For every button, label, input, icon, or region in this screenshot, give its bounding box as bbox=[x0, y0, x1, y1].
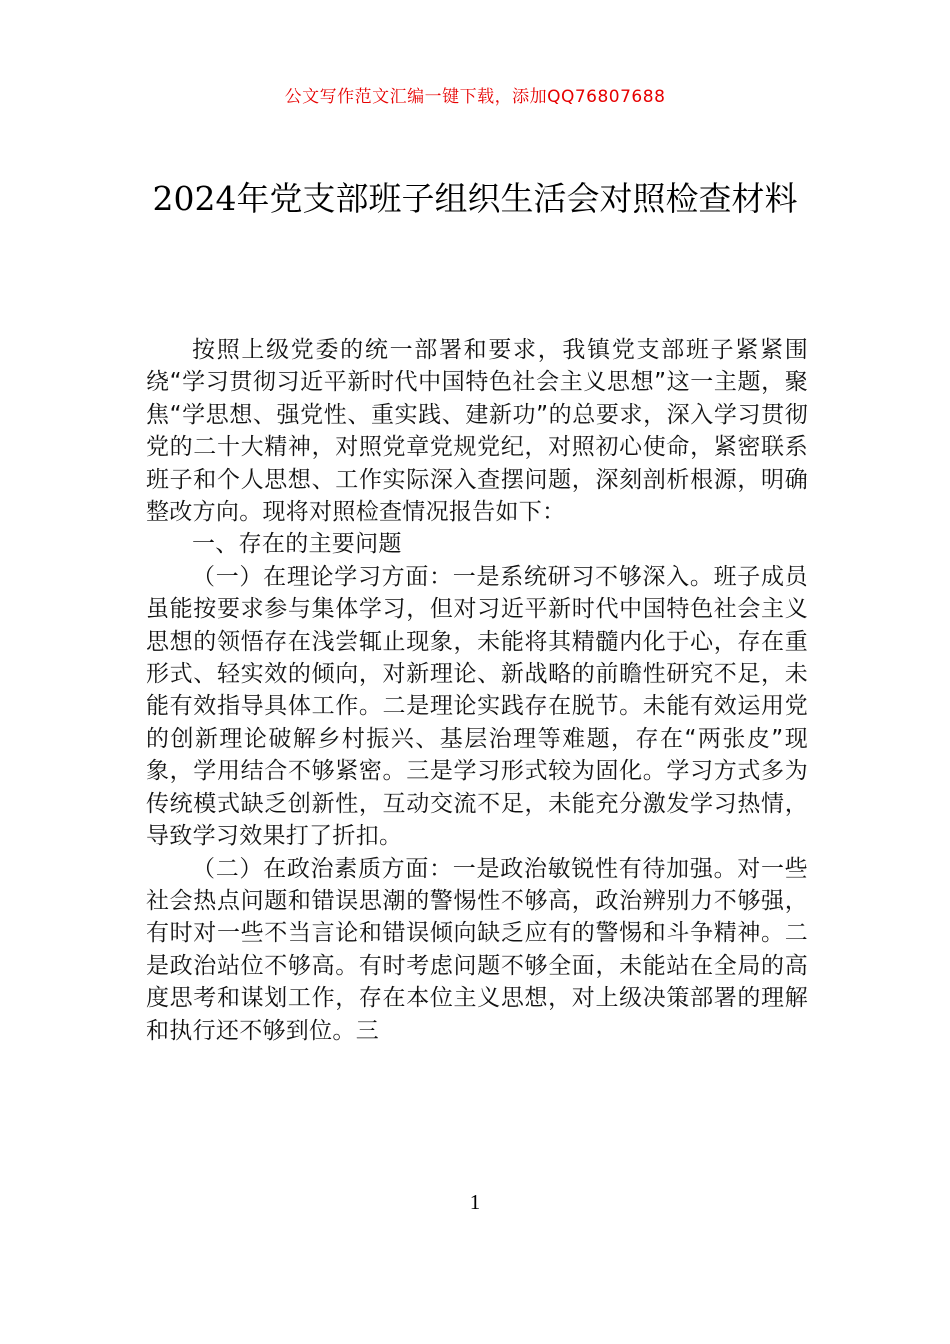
document-body bbox=[146, 334, 808, 1047]
theory-study-paragraph: （一）在理论学习方面：一是系统研习不够深入。班子成员虽能按要求参与集体学习，但对习近平新时代中国特色社会主义思想的领悟存在浅尝辄止现象，未能将其精髓内化于心，存在重形式、轻实效的倾向，对新理论、新战略的前瞻性研究不足，未能有效指导具体工作。二是理论实践存在脱节。未能有效运用党的创新理论破解乡村振兴、基层治理等难题，存在“两张皮”现象，学用结合不够紧密。三是学习形式较为固化。学习方式多为传统模式缺乏创新性，互动交流不足，未能充分激发学习热情，导致学习效果打了折扣。 bbox=[146, 563, 808, 850]
political-quality-paragraph: （二）在政治素质方面：一是政治敏锐性有待加强。对一些社会热点问题和错误思潮的警惕性不够高，政治辨别力不够强，有时对一些不当言论和错误倾向缺乏应有的警惕和斗争精神。二是政治站位不够高。有时考虑问题不够全面，未能站在全局的高度思考和谋划工作，存在本位主义思想，对上级决策部署的理解和执行还不够到位。三 bbox=[146, 855, 808, 1044]
document-title: 2024年党支部班子组织生活会对照检查材料 bbox=[152, 179, 798, 218]
intro-paragraph: 按照上级党委的统一部署和要求，我镇党支部班子紧紧围绕“学习贯彻习近平新时代中国特色社会主义思想”这一主题，聚焦“学思想、强党性、重实践、建新功”的总要求，深入学习贯彻党的二十大精神，对照党章党规党纪，对照初心使命，紧密联系班子和个人思想、工作实际深入查摆问题，深刻剖析根源，明确整改方向。现将对照检查情况报告如下： bbox=[146, 337, 808, 526]
section-heading: 一、存在的主要问题 bbox=[192, 531, 402, 558]
download-ad-banner: 公文写作范文汇编一键下载，添加QQ76807688 bbox=[284, 87, 666, 107]
page-number: 1 bbox=[469, 1190, 481, 1214]
